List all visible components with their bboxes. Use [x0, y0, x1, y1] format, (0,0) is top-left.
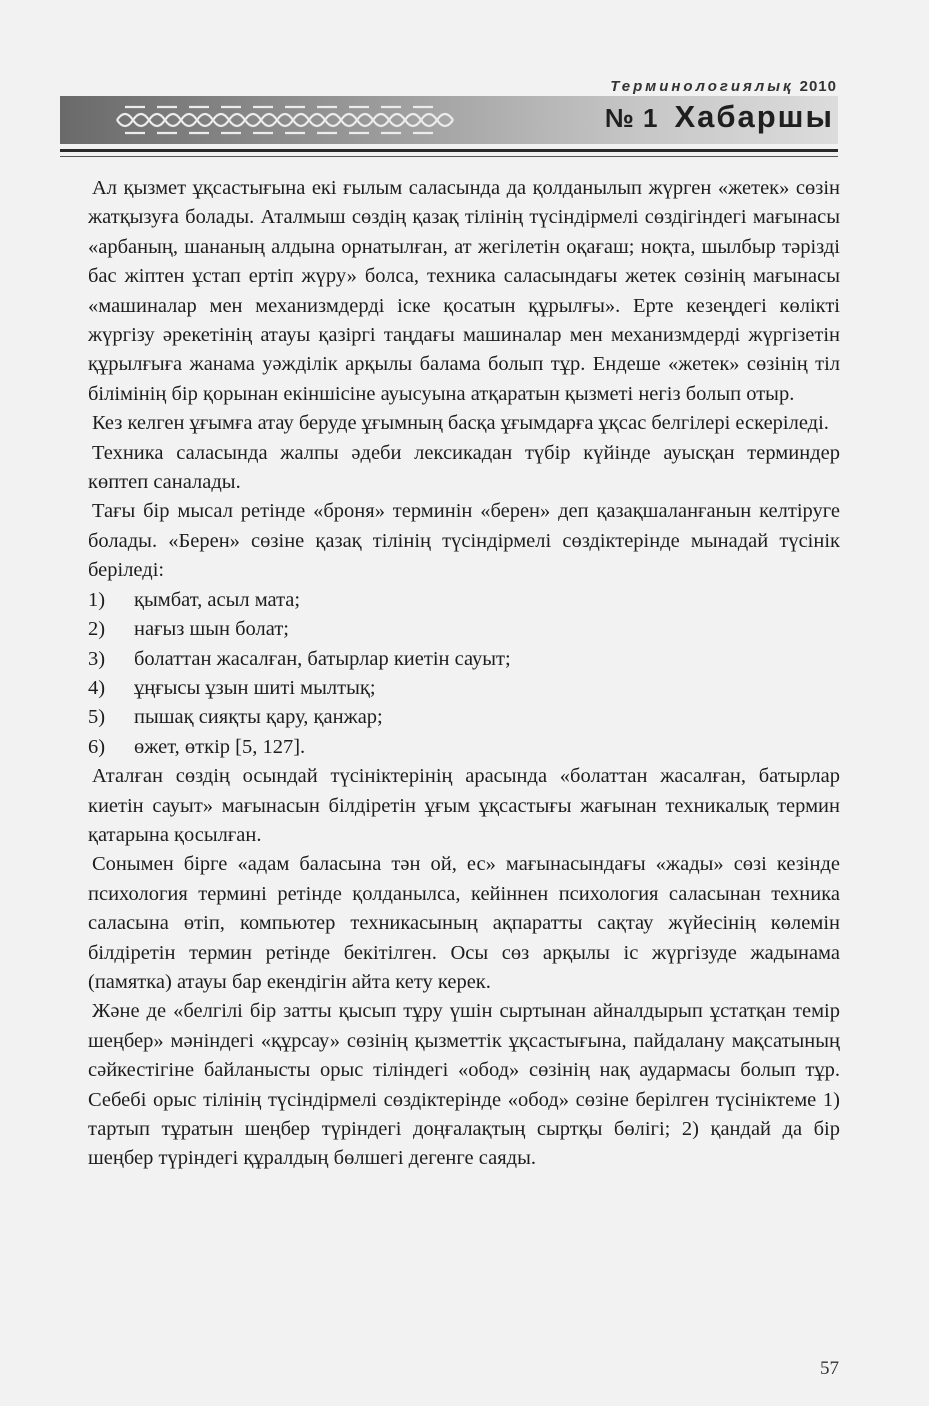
definition-list [88, 586, 840, 762]
list-number: 6) [88, 735, 106, 758]
list-number: 1) [88, 588, 106, 611]
paragraph: Аталған сөздің осындай түсініктерінің арасында «болаттан жасалған, батырлар киетін сауыт» мағынасын білдіретін ұғым ұқсастығы жағынан техникалық термин қатарына қосылған. [88, 765, 840, 846]
paragraph: Тағы бір мысал ретінде «броня» терминін «берен» деп қазақшаланғанын келтіруге болады. «Берен» сөзіне қазақ тілінің түсіндірмелі сөздіктерінде мынадай түсінік беріледі: [88, 500, 840, 582]
list-number: 2) [88, 618, 106, 641]
journal-year: 2010 [799, 78, 837, 95]
list-text: нағыз шын болат; [134, 618, 289, 641]
list-item [88, 615, 840, 644]
issue-title [605, 99, 834, 135]
paragraph: Ал қызмет ұқсастығына екі ғылым саласында да қолданылып жүрген «жетек» сөзін жатқызуға болады. Аталмыш сөздің қазақ тілінің түсіндірмелі сөздігіндегі мағынасы «арбаның, шананың алдына орнатылған, ат жегілетін оқағаш; ноқта, шылбыр тәрізді бас жіптен ұстап ертіп жүру» болса, техника саласындағы жетек сөзінің мағынасы «машиналар мен механизмдерді іске қосатын құрылғы». Ерте кезеңдегі көлікті жүргізу әрекетінің атауы қазіргі таңдағы машиналар мен механизмдерді жүргізетін құрылғыға жанама уәжділік арқылы балама болып тұр. Ендеше «жетек» сөзінің тіл білімінің бір қорынан екіншісіне ауысуына атқаратын қызметі негіз болып отыр. [88, 177, 840, 405]
header-rule [60, 149, 838, 152]
ornament-pattern-icon [115, 103, 455, 137]
header-banner [60, 96, 838, 144]
page-number: 57 [820, 1358, 839, 1379]
paragraph: Және де «белгілі бір затты қысып тұру үшін сыртынан айналдырып ұстатқан темір шеңбер» мәніндегі «құрсау» сөзінің қызметтік ұқсастығына, пайдалану мақсатының сәйкестігіне байланысты орыс тіліндегі «обод» сөзінің нақ аудармасы болып тұр. Себебі орыс тілінің түсіндірмелі сөздіктерінде «обод» сөзіне берілген түсініктеме 1) тартып тұратын шеңбер түріндегі доңғалақтың сыртқы бөлігі; 2) қандай да бір шеңбер түріндегі құралдың бөлшегі дегенге саяды. [88, 1000, 840, 1170]
list-text: өжет, өткір [5, 127]. [134, 735, 306, 758]
journal-name [610, 78, 837, 95]
list-text: пышақ сияқты қару, қанжар; [134, 706, 383, 729]
article-body [88, 174, 840, 1174]
header-rule-thin [60, 156, 838, 157]
list-text: қымбат, асыл мата; [134, 588, 301, 611]
list-item [88, 733, 840, 762]
paragraph: Техника саласында жалпы әдеби лексикадан түбір күйінде ауысқан терминдер көптеп саналады. [88, 441, 840, 494]
issue-number: № 1 [604, 103, 659, 133]
list-item [88, 586, 840, 615]
list-item [88, 645, 840, 674]
list-text: болаттан жасалған, батырлар киетін сауыт; [134, 647, 511, 670]
list-text: ұңғысы ұзын шиті мылтық; [134, 676, 376, 699]
paragraph: Кез келген ұғымға атау беруде ұғымның басқа ұғымдарға ұқсас белгілері ескеріледі. [92, 412, 829, 435]
list-number: 4) [88, 676, 106, 699]
list-item [88, 674, 840, 703]
list-number: 5) [88, 706, 106, 729]
journal-name-text: Терминологиялық [610, 78, 794, 95]
journal-short-title: Хабаршы [674, 99, 834, 134]
list-item [88, 703, 840, 732]
list-number: 3) [88, 647, 106, 670]
paragraph: Сонымен бірге «адам баласына тән ой, ес» мағынасындағы «жады» сөзі кезінде психология термині ретінде қолданылса, кейіннен психология саласынан техника саласына өтіп, компьютер техникасының ақпаратты сақтау жүйесінің көлемін білдіретін термин ретінде бекітілген. Осы сөз арқылы іс жүргізуде жадынама (памятка) атауы бар екендігін айта кету керек. [88, 853, 840, 993]
